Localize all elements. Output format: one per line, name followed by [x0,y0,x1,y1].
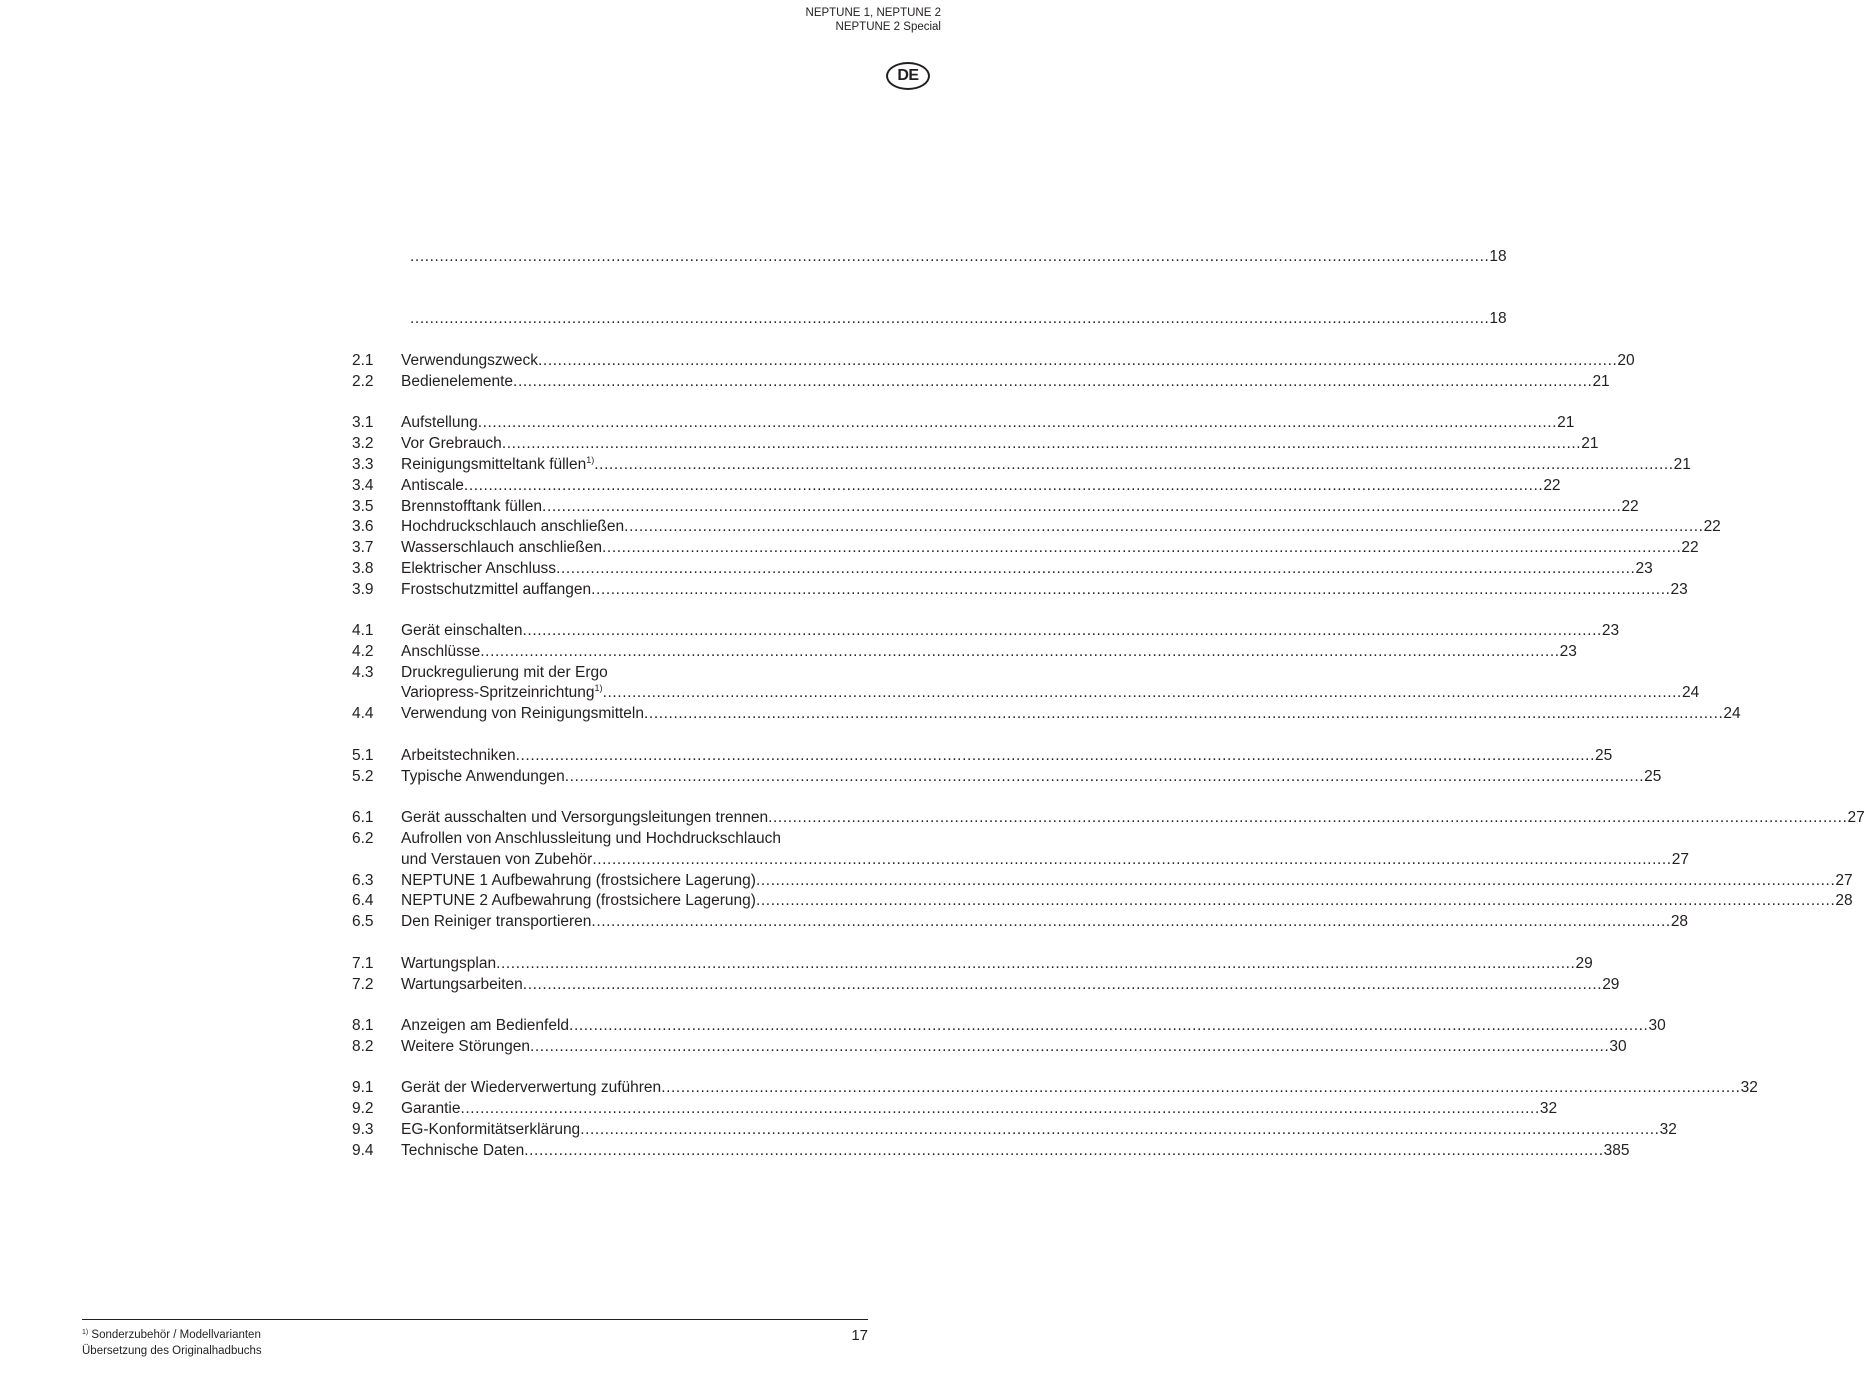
toc-entry-title-text: Antiscale [401,477,464,494]
toc-entry-number: 8.1 [352,1017,374,1034]
toc-entry-title-text: EG-Konformitätserklärung [401,1121,581,1138]
toc-dot-leader: ............................................................................................................................................................................................................................ [496,955,1576,972]
footnote-reference: 1) [594,683,603,693]
toc-entry-number: 4.3 [352,664,374,681]
toc-dot-leader: ............................................................................................................................................................................................................................ [602,684,1682,701]
toc-entry-title-text: Weitere Störungen [401,1038,530,1055]
toc-entry-number: 2.2 [352,373,374,390]
toc-entry-title [401,350,538,371]
toc-entry-number: 3.5 [352,498,374,515]
toc-entry-number: 6.1 [352,809,374,826]
toc-entry [352,579,1688,600]
toc-entry-line [401,620,1620,641]
toc-entry-title [401,537,602,558]
toc-entry-title [401,1077,661,1098]
toc-entry-line [401,766,1662,787]
toc-entry-number: 6.3 [352,872,374,889]
toc-dot-leader: ............................................................................................................................................................................................................................ [542,498,1622,515]
toc-entry-page: 20 [1617,352,1635,369]
toc-entry-page: 21 [1673,456,1691,473]
toc-entry [352,890,1853,911]
toc-entry-title-text: Druckregulierung mit der Ergo [401,664,608,681]
toc-dot-leader: ............................................................................................................................................................................................................................ [569,1017,1649,1034]
toc-entry [352,537,1699,558]
toc-entry-page: 32 [1659,1121,1677,1138]
toc-dot-leader: ............................................................................................................................................................................................................................ [755,892,1836,909]
toc-entry-title [401,828,781,849]
toc-entry-page: 22 [1621,498,1639,515]
toc-entry-title-text: Den Reiniger transportieren [401,913,592,930]
toc-entry-title-text: Wartungsarbeiten [401,976,523,993]
toc-entry-page: 24 [1681,684,1700,701]
toc-entry-page: 30 [1609,1038,1627,1055]
document-header [806,6,941,34]
toc-entry-number: 3.4 [352,477,374,494]
toc-entry-number: 3.3 [352,456,374,473]
toc-entry-line [401,1036,1627,1057]
toc-entry-title-text: Arbeitstechniken [401,747,516,764]
toc-entry-line [410,308,1507,329]
toc-entry-line [401,558,1653,579]
footer-divider [82,1319,868,1320]
toc-entry-title [401,766,565,787]
language-badge: DE [886,62,930,90]
toc-entry-title-text: Garantie [401,1100,461,1117]
toc-entry-number: 3.1 [352,414,374,431]
toc-dot-leader: ............................................................................................................................................................................................................................ [592,851,1672,868]
toc-entry-line [401,703,1741,724]
toc-entry-title [401,1119,580,1140]
toc-entry [352,308,1507,329]
toc-entry-page: 21 [1581,435,1599,452]
toc-entry-number: 2.1 [352,352,374,369]
toc-entry-page: 21 [1557,414,1575,431]
toc-entry-page: 28 [1835,892,1853,909]
toc-entry-page: 23 [1601,622,1620,639]
toc-entry-title [401,745,516,766]
toc-entry-title-text: NEPTUNE 2 Aufbewahrung (frostsichere Lagerung) [401,892,756,909]
toc-entry-title-text: Gerät einschalten [401,622,523,639]
toc-dot-leader: ............................................................................................................................................................................................................................ [513,373,1593,390]
toc-dot-leader: ............................................................................................................................................................................................................................ [580,1121,1660,1138]
toc-entry-title [401,412,478,433]
toc-entry-title [401,662,608,683]
toc-entry [352,412,1575,433]
toc-entry-title-text: Hochdruckschlauch anschließen [401,518,625,535]
toc-entry-line [401,475,1561,496]
toc-entry [352,475,1561,496]
toc-entry-number: 5.2 [352,768,374,785]
toc-entry-title [401,1098,460,1119]
toc-entry-line [401,745,1613,766]
toc-entry-title-text: Wartungsplan [401,955,497,972]
toc-entry-number: 3.7 [352,539,374,556]
toc-dot-leader: ............................................................................................................................................................................................................................ [480,643,1560,660]
toc-entry-title [401,433,502,454]
toc-entry-title-text: Gerät ausschalten und Versorgungsleitungen trennen [401,809,769,826]
toc-entry-number: 8.2 [352,1038,374,1055]
toc-entry-title [401,1015,569,1036]
toc-entry-number: 9.1 [352,1079,374,1096]
toc-dot-leader: ............................................................................................................................................................................................................................ [624,518,1704,535]
toc-entry-number: 9.2 [352,1100,374,1117]
toc-entry-line [401,1119,1677,1140]
toc-entry-title [401,558,556,579]
toc-entry-title [401,454,594,475]
toc-dot-leader: ............................................................................................................................................................................................................................ [410,310,1490,327]
header-model-line-2: NEPTUNE 2 Special [835,21,941,33]
toc-entry-title [401,641,480,662]
toc-dot-leader: ............................................................................................................................................................................................................................ [591,913,1671,930]
toc-entry-title-text: Brennstofftank füllen [401,498,543,515]
toc-entry-title-text: Aufstellung [401,414,478,431]
toc-entry-line [401,516,1721,537]
toc-entry-title [401,475,464,496]
toc-entry [352,1140,1630,1161]
toc-entry-title-text: NEPTUNE 1 Aufbewahrung (frostsichere Lagerung) [401,872,756,889]
toc-entry-line [401,890,1853,911]
footnote-reference: 1) [586,455,595,465]
toc-entry-title-text: Vor Grebrauch [401,435,502,452]
toc-entry-page: 24 [1723,705,1741,722]
toc-entry-title [401,953,496,974]
toc-entry-number: 3.8 [352,560,374,577]
toc-entry [352,246,1507,267]
toc-entry-number: 5.1 [352,747,374,764]
toc-entry [352,911,1689,932]
toc-entry-line [401,433,1599,454]
toc-entry-title [401,1036,530,1057]
toc-entry [352,454,1691,475]
toc-entry-line [401,1140,1630,1161]
toc-dot-leader: ............................................................................................................................................................................................................................ [410,248,1490,265]
toc-entry-title-text: Elektrischer Anschluss [401,560,557,577]
toc-entry-title-text: Anzeigen am Bedienfeld [401,1017,570,1034]
header-model-line-1: NEPTUNE 1, NEPTUNE 2 [805,7,941,19]
toc-entry [352,371,1610,392]
toc-entry-page: 22 [1703,518,1721,535]
toc-entry-line [401,953,1593,974]
toc-dot-leader: ............................................................................................................................................................................................................................ [522,622,1602,639]
toc-entry-title-text: Aufrollen von Anschlussleitung und Hochdruckschlauch [401,830,781,847]
toc-entry-title [401,703,644,724]
toc-entry-line [401,579,1688,600]
toc-entry-number: 3.2 [352,435,374,452]
footnote [82,1327,262,1343]
toc-entry-page: 30 [1648,1017,1666,1034]
toc-dot-leader: ............................................................................................................................................................................................................................ [644,705,1724,722]
toc-entry-line [401,870,1853,891]
toc-entry-title-text: Technische Daten [401,1142,525,1159]
toc-entry-page: 18 [1489,248,1507,265]
toc-entry [352,1098,1558,1119]
toc-entry-number: 9.4 [352,1142,374,1159]
toc-entry [352,1119,1677,1140]
translation-note: Übersetzung des Originalhadbuchs [82,1345,262,1357]
toc-entry-title-text: Verwendungszweck [401,352,538,369]
toc-entry-number: 7.2 [352,976,374,993]
toc-entry-title [401,371,513,392]
toc-entry-page: 28 [1670,913,1689,930]
toc-entry-title-text: Gerät der Wiederverwertung zuführen [401,1079,662,1096]
toc-entry-line [401,662,864,683]
toc-entry-number: 7.1 [352,955,374,972]
toc-entry-page: 27 [1835,872,1853,889]
toc-entry-line [401,1098,1558,1119]
toc-entry-line [401,682,1700,703]
toc-entry-page: 27 [1671,851,1689,868]
toc-entry-title-text: Verwendung von Reinigungsmitteln [401,705,644,722]
toc-entry-title [401,911,591,932]
toc-entry-page: 25 [1595,747,1613,764]
toc-entry [352,953,1593,974]
toc-dot-leader: ............................................................................................................................................................................................................................ [538,352,1618,369]
toc-entry [352,1036,1627,1057]
toc-entry [352,807,1865,828]
toc-entry-line [401,496,1639,517]
toc-entry-line [401,350,1635,371]
toc-entry-page: 23 [1670,581,1688,598]
toc-dot-leader: ............................................................................................................................................................................................................................ [661,1079,1741,1096]
toc-entry [352,1077,1758,1098]
toc-entry-line [401,537,1699,558]
toc-entry-page: 22 [1543,477,1561,494]
toc-entry-title-text: Variopress-Spritzeinrichtung [401,684,595,701]
toc-dot-leader: ............................................................................................................................................................................................................................ [463,477,1544,494]
toc-entry [352,496,1639,517]
toc-entry-number: 6.4 [352,892,374,909]
toc-dot-leader: ............................................................................................................................................................................................................................ [515,747,1595,764]
toc-entry [352,641,1577,662]
toc-entry [352,703,1741,724]
toc-dot-leader: ............................................................................................................................................................................................................................ [501,435,1582,452]
toc-entry-number: 4.4 [352,705,374,722]
toc-entry [352,870,1853,891]
toc-entry-number: 9.3 [352,1121,374,1138]
toc-entry [352,828,864,849]
toc-entry-line [401,371,1610,392]
toc-entry [352,1015,1666,1036]
toc-entry-number: 6.2 [352,830,374,847]
footnote-marker: 1) [82,1329,89,1336]
toc-entry-title [401,849,592,870]
toc-entry-page: 29 [1602,976,1620,993]
toc-entry [352,974,1620,995]
toc-dot-leader: ............................................................................................................................................................................................................................ [524,1142,1604,1159]
toc-entry-line [401,412,1575,433]
toc-entry-page: 18 [1489,310,1507,327]
toc-entry-title-text: Wasserschlauch anschließen [401,539,603,556]
toc-entry-title [401,620,523,641]
toc-entry-title [401,516,624,537]
toc-entry-line [401,1077,1758,1098]
toc-entry-line [401,849,1689,870]
toc-entry-title [401,682,603,703]
toc-entry-number: 6.5 [352,913,374,930]
toc-entry-title [401,579,591,600]
toc-entry-title-text: Typische Anwendungen [401,768,565,785]
toc-entry [352,433,1599,454]
toc-entry [352,516,1721,537]
toc-entry-line [401,1015,1666,1036]
toc-entry [352,745,1613,766]
toc-entry-page: 385 [1603,1142,1630,1159]
toc-dot-leader: ............................................................................................................................................................................................................................ [529,1038,1610,1055]
toc-entry-line [401,454,1691,475]
toc-entry-line [401,807,1865,828]
toc-entry-line [401,828,864,849]
toc-dot-leader: ............................................................................................................................................................................................................................ [564,768,1645,785]
toc-entry-page: 23 [1635,560,1653,577]
toc-entry-title-text: und Verstauen von Zubehör [401,851,593,868]
toc-entry-title [401,890,756,911]
toc-entry-title [401,1140,524,1161]
toc-entry-page: 32 [1539,1100,1558,1117]
footnote-text: Sonderzubehör / Modellvarianten [88,1329,261,1341]
toc-dot-leader: ............................................................................................................................................................................................................................ [460,1100,1540,1117]
toc-entry-title-text: Reinigungsmitteltank füllen [401,456,587,473]
toc-entry [352,350,1635,371]
toc-entry-page: 23 [1559,643,1577,660]
toc-entry-line [410,246,1507,267]
toc-entry-page: 25 [1644,768,1662,785]
toc-entry-title [401,870,756,891]
toc-dot-leader: ............................................................................................................................................................................................................................ [594,456,1674,473]
toc-entry-title-text: Anschlüsse [401,643,481,660]
toc-entry-number: 4.1 [352,622,374,639]
toc-entry-number: 4.2 [352,643,374,660]
toc-dot-leader: ............................................................................................................................................................................................................................ [768,809,1848,826]
toc-entry-page: 22 [1681,539,1699,556]
toc-dot-leader: ............................................................................................................................................................................................................................ [522,976,1603,993]
toc-entry-page: 29 [1575,955,1593,972]
toc-entry-title-text: Bedienelemente [401,373,514,390]
toc-dot-leader: ............................................................................................................................................................................................................................ [477,414,1558,431]
page-number: 17 [851,1327,868,1344]
toc-entry-number: 3.6 [352,518,374,535]
toc-entry-page: 32 [1740,1079,1758,1096]
toc-entry-line [401,911,1689,932]
toc-entry-title [401,496,542,517]
toc-entry-line [401,974,1620,995]
toc-entry-title [401,974,523,995]
toc-dot-leader: ............................................................................................................................................................................................................................ [591,581,1671,598]
toc-dot-leader: ............................................................................................................................................................................................................................ [755,872,1836,889]
toc-entry-page: 27 [1847,809,1865,826]
toc-entry [352,620,1620,641]
toc-entry [352,849,1689,870]
toc-entry [352,662,864,683]
toc-entry [352,682,1700,703]
toc-entry [352,766,1662,787]
toc-dot-leader: ............................................................................................................................................................................................................................ [602,539,1682,556]
toc-dot-leader: ............................................................................................................................................................................................................................ [556,560,1636,577]
toc-entry-line [401,641,1577,662]
toc-entry-title-text: Frostschutzmittel auffangen [401,581,592,598]
footer-notes [82,1327,262,1359]
toc-entry-number: 3.9 [352,581,374,598]
toc-entry [352,558,1653,579]
toc-entry-title [401,807,768,828]
toc-entry-page: 21 [1592,373,1610,390]
